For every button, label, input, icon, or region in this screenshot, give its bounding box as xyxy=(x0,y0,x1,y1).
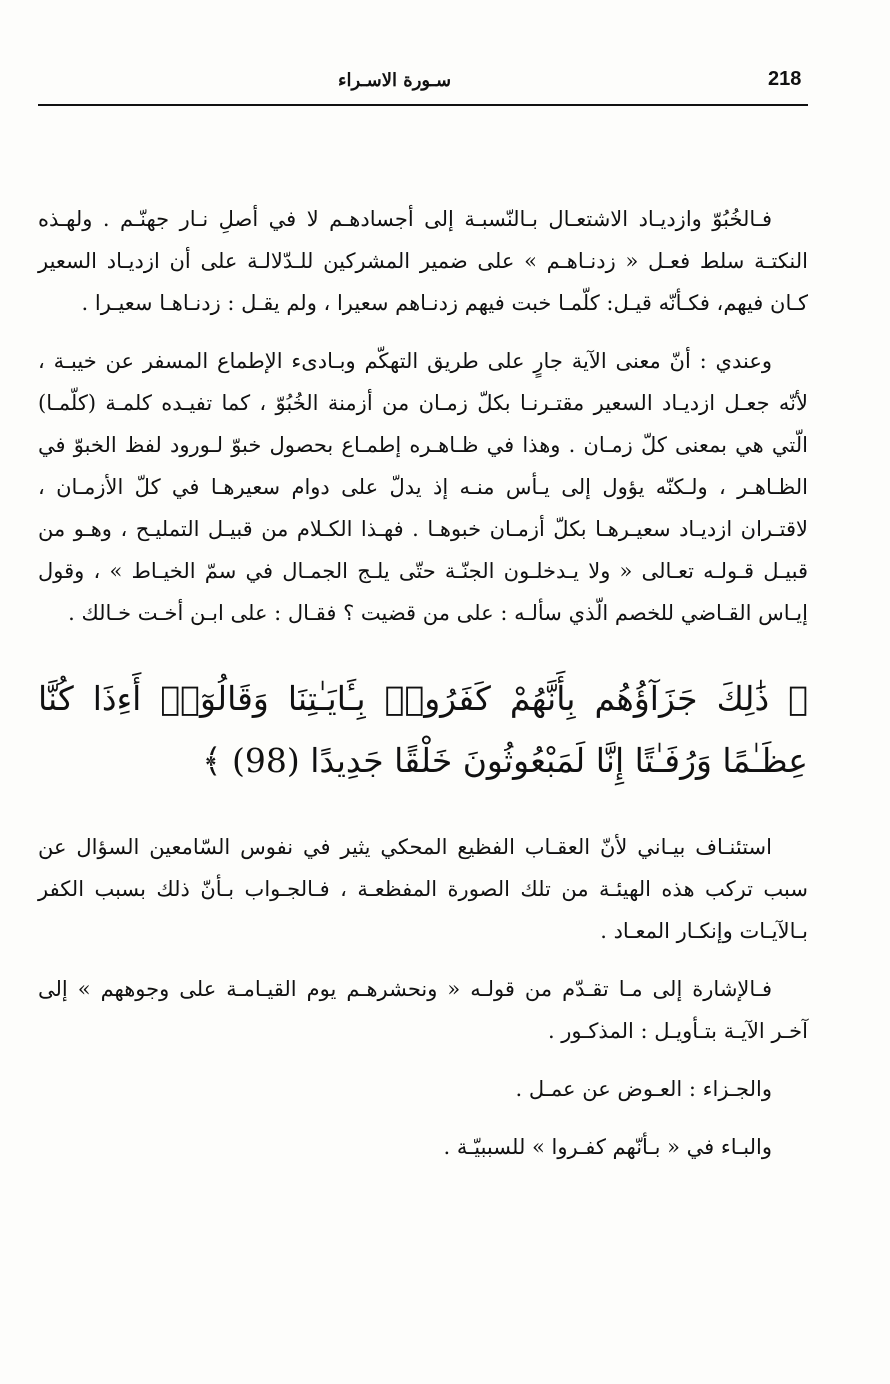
commentary-paragraph: والبـاء في « بـأنّهم كفـروا » للسببيّـة . xyxy=(443,1135,772,1159)
page-body xyxy=(38,198,808,1168)
commentary-paragraph: فـالخُبُوّ وازديـاد الاشتعـال بـالنّسبـة إلى أجسادهـم لا في أصلِ نـار جهنّـم . ولهـذه النكتـة سلط فعـل « زدنـاهـم » على ضمير المشركين للـدّلالـة على أن ازديـاد السعير كـان فيهم، فكـأنّه قيـل: كلّمـا خبت فيهم زدنـاهم سعيرا ، ولم يقـل : زدنـاهـا سعيـرا . xyxy=(38,207,809,315)
book-page xyxy=(38,60,808,1360)
page-number: 218 xyxy=(768,68,802,90)
commentary-paragraph: استئنـاف بيـاني لأنّ العقـاب الفظيع المحكي يثير في نفوس السّامعين السؤال عن سبب تركب هذه الهيئـة من تلك الصورة المفظعـة ، فـالجـواب بـأنّ ذلك بسبب الكفر بـالآيـات وإنكـار المعـاد . xyxy=(38,835,808,943)
commentary-paragraph: والجـزاء : العـوض عن عمـل . xyxy=(515,1077,772,1101)
page-header xyxy=(38,60,808,106)
running-title: سـورة الاسـراء xyxy=(338,70,452,91)
quran-verse: ﴿ ذَٰلِكَ جَزَآؤُهُم بِأَنَّهُمْ كَفَرُوا۟ بِـَٔايَـٰتِنَا وَقَالُوٓا۟ أَءِذَا كُنَّا عِظَـٰمًا وَرُفَـٰتًا إِنَّا لَمَبْعُوثُونَ خَلْقًا جَدِيدًا (98) ﴾ xyxy=(38,679,808,780)
commentary-paragraph: وعندي : أنّ معنى الآية جارٍ على طريق التهكّم وبـادىء الإطماع المسفر عن خيبـة ، لأنّه جعـل ازديـاد السعير مقتـرنـا بكلّ زمـان من أزمنة الخُبُوّ ، كما تفيـده كلمـة (كلّمـا) الّتي هي بمعنى كلّ زمـان . وهذا في ظـاهـره إطمـاع بحصول خبوّ لـورود لفظ الخبوّ في الظـاهـر ، ولـكنّه يؤول إلى يـأس منـه إذ يدلّ على دوام سعيرهـا في كلّ الأزمـان ، لاقتـران ازديـاد سعيـرهـا بكلّ أزمـان خبوهـا . فهـذا الكـلام من قبيـل التمليـح ، وهـو من قبيـل قـولـه تعـالى « ولا يـدخلـون الجنّـة حتّى يلـج الجمـال في سمّ الخيـاط » ، وقول إيـاس القـاضي للخصم الّذي سألـه : على من قضيت ؟ فقـال : على ابـن أخـت خـالك . xyxy=(38,349,808,625)
commentary-paragraph: فـالإشارة إلى مـا تقـدّم من قولـه « ونحشرهـم يوم القيـامـة على وجوههم » إلى آخـر الآيـة بتـأويـل : المذكـور . xyxy=(38,977,808,1043)
